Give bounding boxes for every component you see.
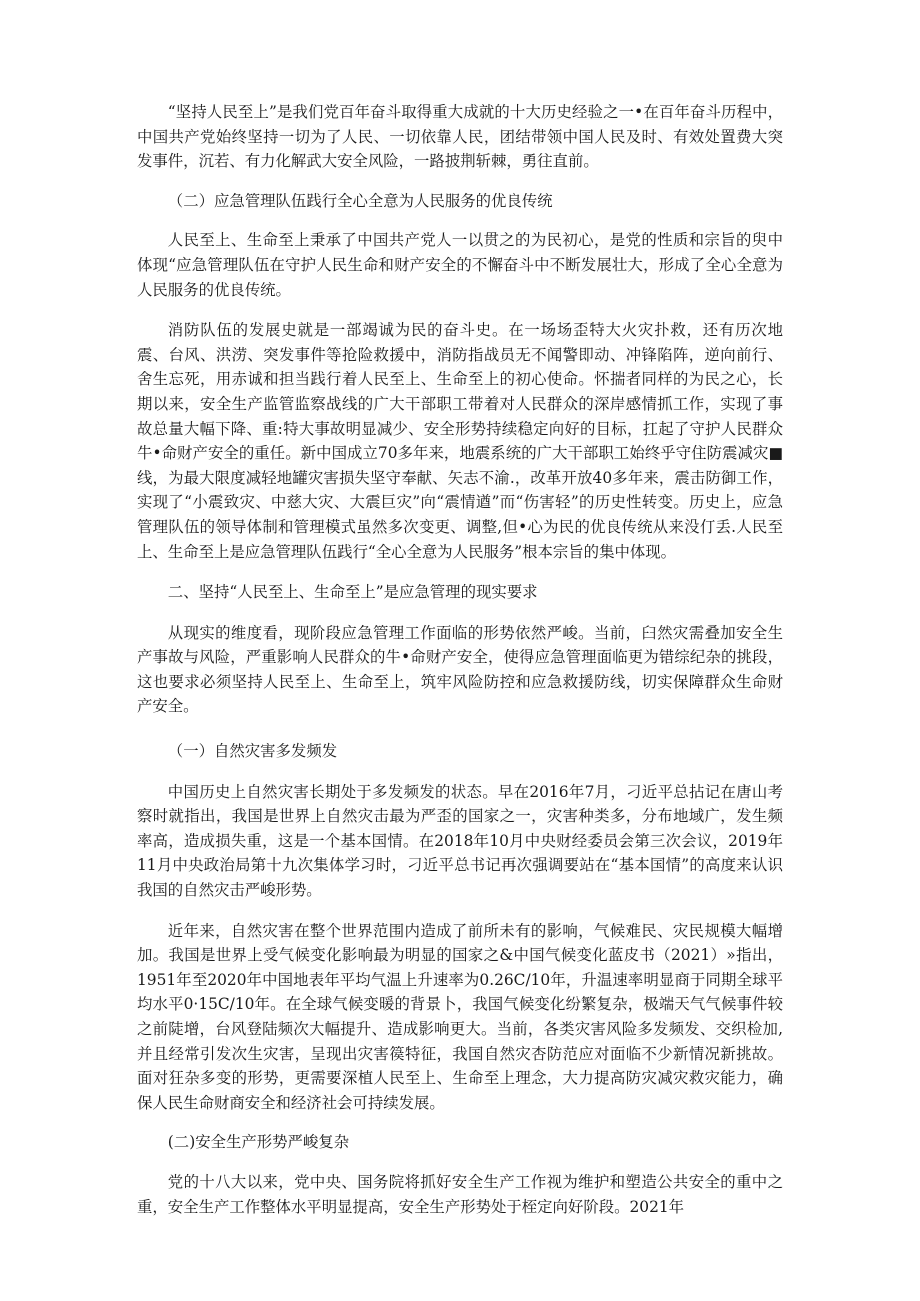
- paragraph-current-situation: 从现实的维度看，现阶段应急管理工作面临的形势依然严峻。当前，臼然灾需叠加安全生产事故与风险，严重影响人民群众的牛•命财产安全，使得应急管理面临更为错综纪杂的挑段，这也要求必须坚持人民至上、生命至上，筑牢风险防控和应急救援防线，切实保障群众生命财产安全。: [137, 623, 783, 716]
- paragraph-disaster-history: 中国历史上自然灾害长期处于多发频发的状态。早在2016年7月，刁近平总拈记在唐山考察时就指出，我国是世界上自然灾击最为严歪的国家之一，灾害种类多，分布地域广，发生频率高，造成损失重，这是一个基本国情。在2018年10月中央财经委员会第三次会议，2019年11月中央政治局第十九次集体学习时，刁近平总书记再次强调要站在“基本国情”的高度来认识我国的自然灾击严峻形势。: [137, 782, 783, 900]
- document-page: [137, 100, 783, 1219]
- section-heading-tradition: （二）应急管理队伍践行全心全意为人民服务的优良传统: [167, 191, 553, 210]
- paragraph-intro: “坚持人民至上”是我们党百年奋斗取得重大成就的十大历史经验之一•在百年奋斗历程中，中国共产党始终坚持一切为了人民、一切依靠人民，团结带领中国人民及时、有效处置费大突发事件，沉若、有力化解武大安全风险，一路披荆斩棘，勇往直前。: [137, 103, 783, 171]
- section-heading-work-safety: (二)安全生产形势严峻复杂: [167, 1133, 350, 1152]
- section-heading-natural-disasters: （一）自然灾害多发频发: [167, 742, 338, 761]
- chapter-heading-practical-requirements: 二、坚持“人民至上、生命至上”是应急管理的现实要求: [167, 583, 538, 602]
- paragraph-fire-rescue-history: 消防队伍的发展史就是一部竭诚为民的奋斗史。在一场场歪特大火灾扑救，还有历次地震、台风、洪涝、突发事件等抢险救援中，消防指战员无不闻警即动、冲锋陷阵，逆向前行、舍生忘死，用赤诚和担当践行着人民至上、生命至上的初心使命。怀揣者同样的为民之心，长期以来，安全生产监管监察战线的广大干部职工带着对人民群众的深岸感情抓工作，实现了事故总量大幅下降、重:特大事故明显减少、安全形势持续稳定向好的目标，扛起了守护人民群众牛•命财产安全的重任。新中国成立70多年来，地震系统的广大干部职工始终乎守住防震减灾■线，为最大限度减轻地罐灾害损失坚守奉献、矢志不渝.，改革开放40多年来，震击防御工作，实现了“小震致灾、中慈大灾、大震巨灾”向“震情遒”而“伤害轻”的历史性转变。历史上，应急管理队伍的领导体制和管理模式虽然多次变更、调整,但•心为民的优良传统从来没仃丢.人民至上、生命至上是应急管理队伍践行“全心全意为人民服务”根本宗旨的集中体现。: [137, 321, 783, 561]
- paragraph-climate-change: 近年来，自然灾害在整个世界范围内造成了前所未有的影响，气候难民、灾民规模大幅增加。我国是世界上受气候变化影响最为明显的国家之&中国气候变化蓝皮书（2021）»指出，1951年至2020年中国地表年平均气温上升速率为0.26C/10年，升温速率明显商于同期全球平均水平0·15C/10年。在全球气候变暖的背景卜，我国气候变化纷繁复杂，极端天气气候事件较之前陡增，台风登陆频次大幅提升、造成影响更大。当前，各类灾害风险多发频发、交织检加,并且经常引发次生灾害，呈现出灾害篌特征，我国自然灾杏防范应对面临不少新情况新挑故。面对狂杂多变的形势，更需要深植人民至上、生命至上理念，大力提高防灾减灾救灾能力，确保人民生命财商安全和经济社会可持续发展。: [137, 921, 783, 1112]
- paragraph-work-safety: 党的十八大以来，党中央、国务院将抓好安全生产工作视为维护和塑造公共安全的重中之重，安全生产工作整体水平明显提高，安全生产形势处于桎定向好阶段。2021年: [137, 1172, 783, 1216]
- paragraph-original-mission: 人民至上、生命至上秉承了中国共产党人一以贯之的为民初心，是党的性质和宗旨的臾中体现“应急管理队伍在守护人民生命和财产安全的不懈奋斗中不断发展壮大，形成了全心全意为人民服务的优良传统。: [137, 231, 783, 299]
